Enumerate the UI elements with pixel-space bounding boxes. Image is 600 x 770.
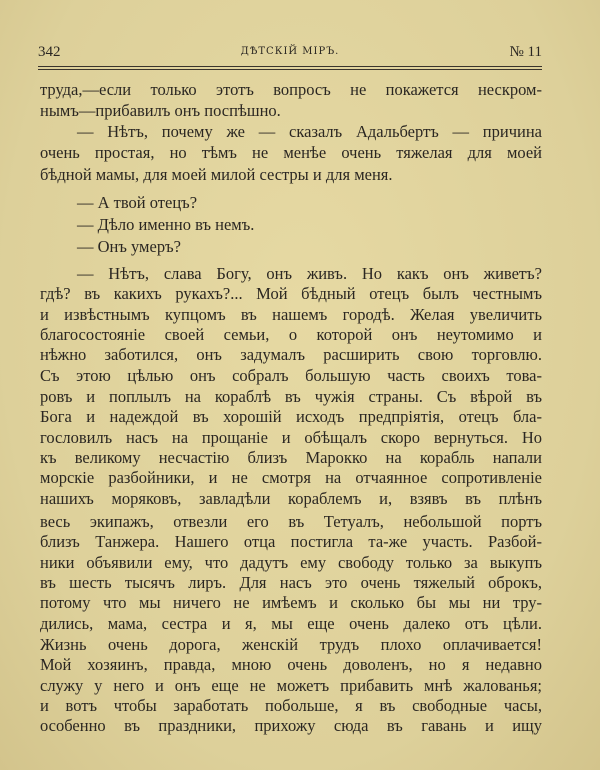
text-line: ровъ и поплылъ на кораблѣ въ чужія страны. Съ вѣрой въ <box>40 387 542 406</box>
text-line: благосостояніе своей семьи, о которой онъ неутомимо и <box>40 325 542 344</box>
text-line: близъ Танжера. Нашего отца постигла та-же участь. Разбой- <box>40 532 542 551</box>
text-line: морскіе разбойники, и не смотря на отчаянное сопротивленіе <box>40 468 542 487</box>
journal-title: ДѢТСКІЙ МІРЪ. <box>240 46 340 57</box>
text-line: нымъ—прибавилъ онъ поспѣшно. <box>40 101 281 120</box>
text-line: гдѣ? въ какихъ рукахъ?... Мой бѣдный отецъ былъ честнымъ <box>40 284 542 303</box>
text-line: и вотъ чтобы заработать побольше, я въ свободные часы, <box>40 696 542 715</box>
text-line: служу у него и онъ еще не можетъ прибавить мнѣ жалованья; <box>40 676 542 695</box>
text-line: потому что мы ничего не имѣемъ и сколько бы мы ни тру- <box>40 593 542 612</box>
text-line: — Онъ умеръ? <box>77 237 181 256</box>
text-line: особенно въ праздники, прихожу сюда въ гавань и ищу <box>40 716 542 735</box>
text-line: дились, мама, сестра и я, мы еще очень далеко отъ цѣли. <box>40 614 542 633</box>
text-line: Бога и надеждой въ хорошій исходъ предпріятія, отецъ бла- <box>40 407 542 426</box>
text-line: нѣжно заботился, онъ задумалъ расширить свою торговлю. <box>40 345 542 364</box>
text-line: нашихъ моряковъ, завладѣли кораблемъ и, взявъ въ плѣнъ <box>40 489 542 508</box>
header-rule <box>38 66 542 67</box>
text-line: ники объявили ему, что дадутъ ему свободу только за выкупъ <box>40 553 542 572</box>
text-line: и извѣстнымъ купцомъ въ нашемъ городѣ. Желая увеличить <box>40 305 542 324</box>
text-line: бѣдной мамы, для моей милой сестры и для меня. <box>40 165 393 184</box>
text-line: Жизнь очень дорога, женскій трудъ плохо оплачивается! <box>40 635 542 654</box>
text-line: въ шесть тысячъ лиръ. Для насъ это очень тяжелый оброкъ, <box>40 573 542 592</box>
page-number: 342 <box>38 44 61 60</box>
text-line: Съ этою цѣлью онъ собралъ большую часть своихъ това- <box>40 366 542 385</box>
text-line: очень простая, но тѣмъ не менѣе очень тяжелая для моей <box>40 143 542 162</box>
text-line: труда,—если только этотъ вопросъ не покажется нескром- <box>40 80 542 99</box>
text-line: — Нѣтъ, слава Богу, онъ живъ. Но какъ онъ живетъ? <box>77 264 542 283</box>
text-line: — Дѣло именно въ немъ. <box>77 215 255 234</box>
running-header <box>38 44 542 62</box>
text-line: Мой хозяинъ, правда, мною очень доволенъ, но я недавно <box>40 655 542 674</box>
text-line: весь экипажъ, отвезли его въ Тетуалъ, небольшой портъ <box>40 512 542 531</box>
text-line: гословилъ насъ на прощаніе и обѣщалъ скоро вернуться. Но <box>40 428 542 447</box>
text-line: къ великому несчастію близъ Марокко на корабль напали <box>40 448 542 467</box>
text-line: — А твой отецъ? <box>77 193 198 212</box>
issue-number: № 11 <box>509 44 542 60</box>
header-rule <box>38 69 542 70</box>
text-line: — Нѣтъ, почему же — сказалъ Адальбертъ — причина <box>77 122 542 141</box>
